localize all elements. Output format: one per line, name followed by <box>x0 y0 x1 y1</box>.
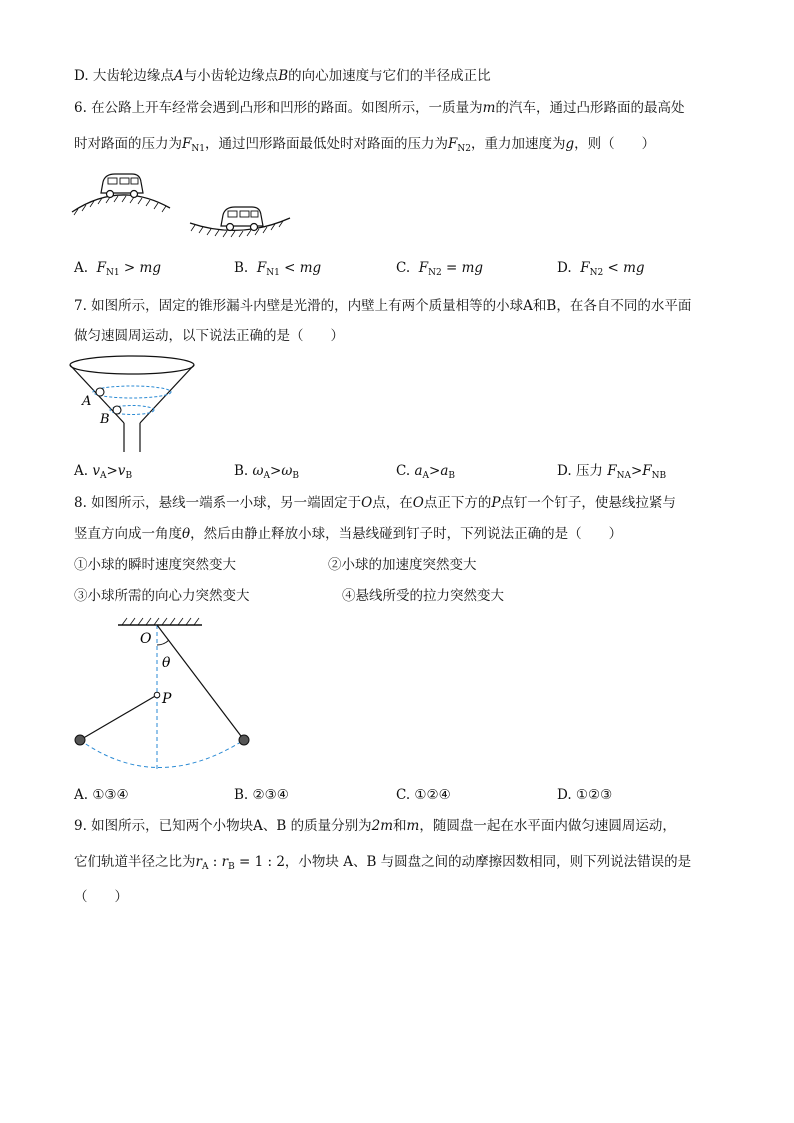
q8-statement-3: ③小球所需的向心力突然变大 <box>74 588 250 604</box>
q7-stem-line2: 做匀速圆周运动，以下说法正确的是（ ） <box>74 328 344 344</box>
car-icon-concave <box>221 207 263 231</box>
q7-option-a[interactable]: A. $v_A>v_B$ <box>74 463 133 481</box>
q9-stem-line3: （ ） <box>74 889 128 905</box>
q8-option-b[interactable]: B. ②③④ <box>234 787 289 803</box>
label-theta: θ <box>162 655 171 671</box>
q7-option-d[interactable]: D. 压力 $F_{NA}>F_{NB}$ <box>557 463 667 481</box>
q5-option-d: D. 大齿轮边缘点A与小齿轮边缘点B的向心加速度与它们的半径成正比 <box>74 68 491 84</box>
ball-right <box>239 735 249 745</box>
ball-a <box>96 388 104 396</box>
q8-option-a[interactable]: A. ①③④ <box>74 787 129 803</box>
q8-statement-2: ②小球的加速度突然变大 <box>328 557 477 573</box>
label-a: A <box>82 394 92 409</box>
label-o: O <box>140 631 152 647</box>
q8-statement-4: ④悬线所受的拉力突然变大 <box>342 588 504 604</box>
ball-left <box>75 735 85 745</box>
q9-stem-line1: 9. 如图所示，已知两个小物块A、B 的质量分别为2m和m，随圆盘一起在水平面内做匀速圆周运动， <box>74 818 676 834</box>
q6-stem-line2: 时对路面的压力为$F_{N1}$，通过凹形路面最低处时对路面的压力为$F_{N2}$，重力加速度为g，则（ ） <box>74 136 656 154</box>
label-p: P <box>162 691 172 707</box>
q6-option-c[interactable]: C. $F_{N2}$ = mg <box>396 260 484 278</box>
q7-funnel-figure <box>68 355 203 455</box>
q8-pendulum-figure <box>70 615 260 780</box>
nail-p <box>154 692 160 698</box>
label-b: B <box>100 412 110 427</box>
q6-option-b[interactable]: B. $F_{N1}$ < mg <box>234 260 322 278</box>
q8-stem-line1: 8. 如图所示，悬线一端系一小球，另一端固定于O点，在O点正下方的P点钉一个钉子，使悬线拉紧与 <box>74 495 676 511</box>
q6-option-d[interactable]: D. $F_{N2}$ < mg <box>557 260 645 278</box>
car-icon-convex <box>101 174 143 198</box>
q7-option-c[interactable]: C. $a_A>a_B$ <box>396 463 455 481</box>
q6-option-a[interactable]: A. $F_{N1}$ > mg <box>74 260 161 278</box>
q8-option-c[interactable]: C. ①②④ <box>396 787 451 803</box>
q8-stem-line2: 竖直方向成一角度θ，然后由静止释放小球，当悬线碰到钉子时，下列说法正确的是（ ） <box>74 526 623 542</box>
q8-statement-1: ①小球的瞬时速度突然变大 <box>74 557 236 573</box>
ball-b <box>113 406 121 414</box>
q9-stem-line2: 它们轨道半径之比为$r_A$ : $r_B = 1$ : 2，小物块 A、B 与圆盘之间的动摩擦因数相同，则下列说法错误的是 <box>74 854 692 872</box>
q7-option-b[interactable]: B. $\omega_A>\omega_B$ <box>234 463 299 481</box>
q6-road-figure <box>60 168 290 243</box>
q6-stem-line1: 6. 在公路上开车经常会遇到凸形和凹形的路面。如图所示，一质量为m的汽车，通过凸形路面的最高处 <box>74 100 685 116</box>
q7-stem-line1: 7. 如图所示，固定的锥形漏斗内壁是光滑的，内壁上有两个质量相等的小球A和B，在各自不同的水平面 <box>74 298 692 314</box>
q8-option-d[interactable]: D. ①②③ <box>557 787 613 803</box>
